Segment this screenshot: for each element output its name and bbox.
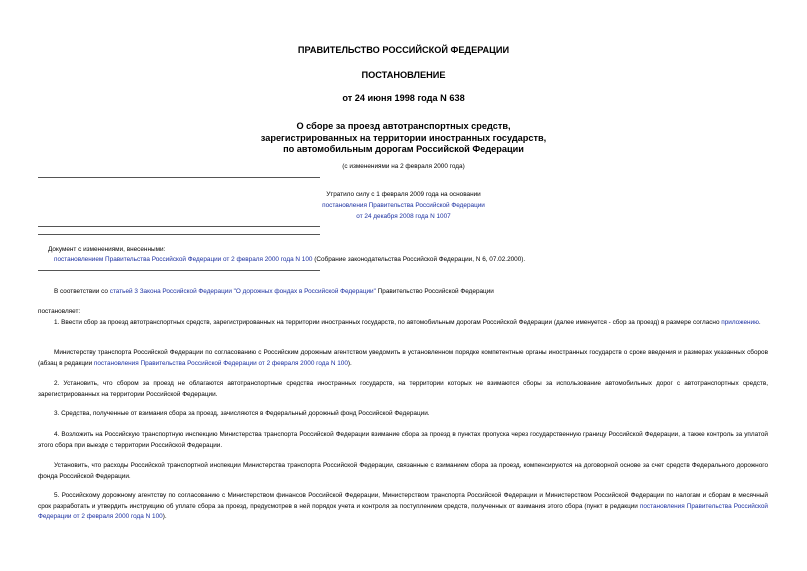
amendment-link[interactable]: постановления Правительства Российской Федерации от 2 февраля 2000 года N 100 — [93, 359, 348, 367]
paragraph-5 — [38, 491, 768, 523]
title-line: по автомобильным дорогам Российской Федерации — [283, 144, 524, 154]
document-type: ПОСТАНОВЛЕНИЕ — [361, 70, 446, 80]
validity-text: Утратило силу с 1 февраля 2009 года на основании — [326, 191, 481, 198]
changes-label: Документ с изменениями, внесенными: — [48, 246, 166, 253]
paragraph-3: 3. Средства, полученные от взимания сбора за проезд, зачисляются в Федеральный дорожный фонд Российской Федерации. — [54, 410, 430, 417]
divider — [38, 234, 320, 235]
validity-link[interactable]: постановления Правительства Российской Федерации — [322, 202, 485, 209]
law-link[interactable]: статьей 3 Закона Российской Федерации "О дорожных фондах в Российской Федерации" — [109, 288, 376, 295]
paragraph-text: 5. Российскому дорожному агентству по согласованию с Министерством финансов Российской Федерации, Министерством транспорта Российской Федерации и Министерством Российской Федерации по налогам и сборам в месячный срок разработать и утвердить инструкцию об уплате сбора за проезд, предусмотрев в ней порядок учета и контроля за поступлением средств, полученных от взимания этого сбора (пункт в редакции — [38, 492, 768, 510]
paragraph-text: 1. Ввести сбор за проезд автотранспортных средств, зарегистрированных на территории иностранных государств, по автомобильным дорогам Российской Федерации (далее именуется - сбор за проезд) в размере согласно — [54, 319, 722, 326]
validity-block — [0, 189, 807, 222]
amended-note: (с изменениями на 2 февраля 2000 года) — [342, 163, 465, 170]
changes-source: (Собрание законодательства Российской Федерации, N 6, 07.02.2000). — [312, 255, 526, 263]
appendix-link[interactable]: приложению — [721, 319, 759, 326]
paragraph-1b — [38, 348, 768, 369]
divider — [38, 226, 320, 227]
title-line: зарегистрированных на территории иностранных государств, — [260, 132, 547, 143]
paragraph-4: 4. Возложить на Российскую транспортную инспекцию Министерства транспорта Российской Федерации взимание сбора за проезд в пунктах пропуска через государственную границу Российской Федерации, а также контроль за уплатой этого сбора при выезде с территории Российской Федерации. — [38, 431, 768, 449]
paragraph-4b: Установить, что расходы Российской транспортной инспекции Министерства транспорта Российской Федерации, связанные с взиманием сбора за проезд, компенсируются на договорной основе за счет средств Федерального дорожного фонда Российской Федерации. — [38, 462, 768, 480]
amendment-link[interactable]: постановления Правительства Российской Федерации от 2 февраля 2000 года N 100 — [38, 502, 768, 521]
document-title — [0, 121, 807, 156]
preamble — [38, 287, 768, 298]
changes-link[interactable]: постановлением Правительства Российской Федерации от 2 февраля 2000 года N 100 — [54, 255, 313, 263]
paragraph-1 — [38, 318, 768, 329]
paragraph-text: ). — [162, 513, 167, 521]
validity-link-date[interactable]: от 24 декабря 2008 года N 1007 — [356, 213, 451, 220]
document-date-number: от 24 июня 1998 года N 638 — [342, 93, 465, 103]
decree-word: постановляет: — [38, 308, 81, 315]
preamble-text: Правительство Российской Федерации — [375, 288, 494, 295]
changes-block — [48, 245, 788, 264]
paragraph-text: ). — [347, 359, 352, 367]
preamble-text: В соответствии со — [54, 288, 110, 295]
divider — [38, 177, 320, 178]
government-heading: ПРАВИТЕЛЬСТВО РОССИЙСКОЙ ФЕДЕРАЦИИ — [297, 45, 510, 55]
paragraph-2: 2. Установить, что сбором за проезд не облагаются автотранспортные средства иностранных государств, на территории которых не взимаются сборы за использование автомобильных дорог с автотранспортных средств, зарегистрированных на территории Российской Федерации. — [38, 380, 768, 398]
title-line: О сборе за проезд автотранспортных средств, — [296, 121, 511, 131]
divider — [38, 270, 320, 271]
paragraph-text: Министерству транспорта Российской Федерации по согласованию с Российским дорожным агентством уведомить в установленном порядке компетентные органы иностранных государств о сроке введения и размерах указанных сборов (абзац в редакции — [38, 349, 768, 367]
paragraph-text: . — [758, 319, 761, 326]
